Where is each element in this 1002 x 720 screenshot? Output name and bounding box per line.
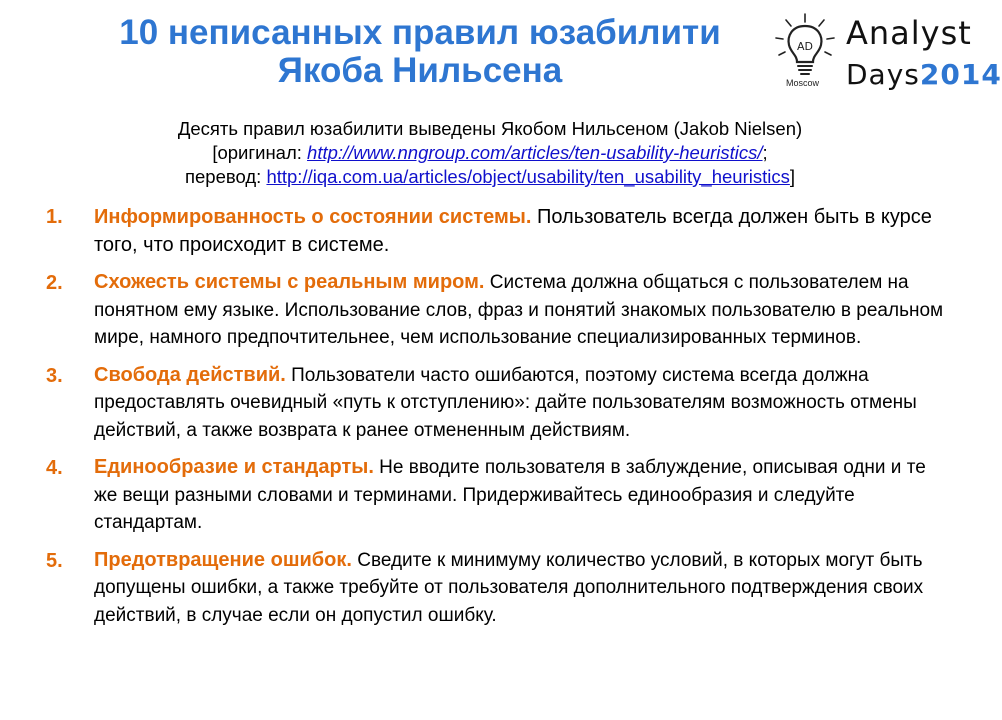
rule-number: 4.	[46, 457, 63, 479]
rule-heading: Схожесть системы с реальным миром.	[94, 271, 485, 293]
rule-body: Пользователи часто ошибаются, поэтому система всегда должна предоставлять очевидный «путь к отступлению»: дайте пользователям возможность отмены действий, а также возврата к ранее отмененным действиям.	[94, 364, 917, 441]
analyst-days-logo	[772, 12, 1002, 98]
translation-article-link[interactable]: http://iqa.com.ua/articles/object/usability/ten_usability_heuristics	[266, 166, 790, 187]
intro-original-row	[80, 141, 900, 165]
rule-heading: Информированность о состоянии системы.	[94, 206, 532, 228]
slide-title-line1: 10 неписанных правил юзабилити	[119, 13, 721, 52]
rule-body: Пользователь всегда должен быть в курсе того, что происходит в системе.	[94, 206, 932, 256]
rules-list	[46, 203, 946, 639]
list-item	[46, 454, 946, 537]
rule-body: Сведите к минимуму количество условий, в которых могут быть допущены ошибки, а также требуйте от пользователя дополнительного подтверждения своих действий, в случае если он допустил ошибку.	[94, 549, 924, 626]
rule-heading: Предотвращение ошибок.	[94, 548, 352, 571]
rule-text	[94, 454, 946, 537]
logo-days: Days	[846, 58, 920, 91]
logo-city: Moscow	[786, 78, 820, 88]
intro-text	[80, 117, 900, 189]
rule-number: 2.	[46, 272, 63, 294]
bulb-label: AD	[797, 40, 813, 53]
translation-prefix: перевод:	[184, 166, 267, 187]
rule-text	[94, 203, 946, 259]
intro-line1: Десять правил юзабилити выведены Якобом Нильсеном (Jakob Nielsen)	[177, 118, 803, 139]
logo-year: 2014	[919, 58, 1002, 91]
logo-word-days	[846, 58, 1002, 91]
rule-body: Не вводите пользователя в заблуждение, описывая одни и те же вещи разными словами и терминами. Придерживайтесь единообразия и следуйте стандартам.	[94, 457, 926, 533]
intro-translation-row	[80, 165, 900, 189]
translation-suffix: ]	[789, 166, 795, 187]
rule-text	[94, 547, 946, 630]
rule-number: 5.	[46, 549, 63, 572]
slide-title	[70, 14, 770, 90]
list-item	[46, 362, 946, 445]
list-item	[46, 547, 946, 630]
original-prefix: [оригинал:	[212, 142, 308, 163]
original-suffix: ;	[762, 142, 768, 163]
original-article-link[interactable]: http://www.nngroup.com/articles/ten-usability-heuristics/	[307, 142, 763, 163]
list-item	[46, 203, 946, 259]
rule-text	[94, 362, 946, 445]
rule-body: Система должна общаться с пользователем на понятном ему языке. Использование слов, фраз и понятий знакомых пользователю в реальном мире, намного предпочтительнее, чем использование специализированных терминов.	[94, 272, 944, 348]
rule-text	[94, 269, 946, 352]
rule-number: 3.	[46, 364, 63, 387]
logo-word-analyst: Analyst	[846, 14, 972, 52]
slide-title-line2: Якоба Нильсена	[277, 51, 563, 90]
rule-heading: Единообразие и стандарты.	[94, 456, 374, 478]
list-item	[46, 269, 946, 352]
rule-number: 1.	[46, 206, 63, 228]
rule-heading: Свобода действий.	[94, 363, 286, 386]
